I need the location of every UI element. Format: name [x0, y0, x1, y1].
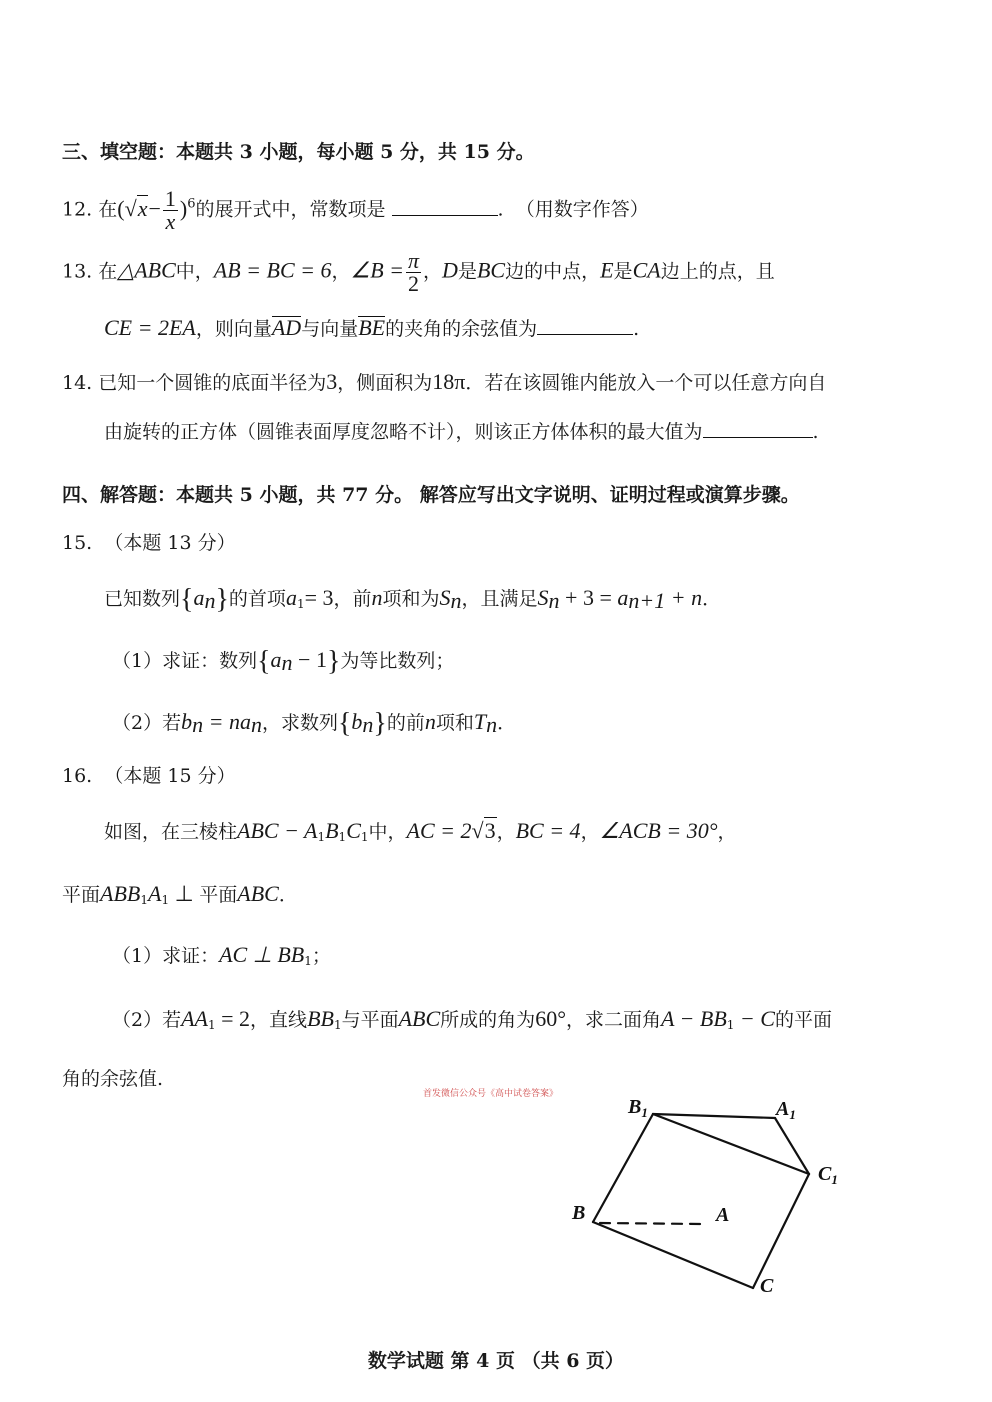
- watermark: 首发微信公众号《高中试卷答案》: [423, 1089, 559, 1099]
- question-14: 14. 已知一个圆锥的底面半径为3，侧面积为18π．若在该圆锥内能放入一个可以任意方向自: [62, 369, 827, 394]
- label-B1: $B_1$: [628, 1096, 648, 1120]
- edge-B-A-hidden: [600, 1223, 702, 1224]
- question-16-stem: 如图，在三棱柱ABC − $A_1B_1C_1$中，AC = 2√3，BC = 4，∠ACB = 30°，: [104, 818, 737, 844]
- question-number: 12.: [62, 198, 93, 221]
- label-A1: $A_1$: [776, 1098, 796, 1122]
- label-A: A: [716, 1204, 730, 1226]
- edge-B1-A1: [653, 1114, 775, 1118]
- edge-A1-C1: [775, 1118, 809, 1174]
- question-13-line-2: CE = 2EA，则向量AD与向量BE的夹角的余弦值为 .: [104, 315, 640, 340]
- question-16-header: 16. （本题 15 分）: [62, 765, 236, 787]
- answer-blank: [537, 333, 633, 335]
- answer-blank: [703, 436, 813, 438]
- edge-C1-C: [753, 1174, 809, 1288]
- question-number: 15.: [62, 532, 93, 554]
- edge-B1-B: [593, 1114, 653, 1222]
- question-14-line-2: 由旋转的正方体（圆锥表面厚度忽略不计），则该正方体体积的最大值为 .: [104, 421, 819, 443]
- question-16-stem-line-2: 平面$ABB_1A_1$ ⊥ 平面ABC．: [62, 881, 298, 907]
- question-13: 13. 在△ABC中，AB = BC = 6，∠B = $\frac{\pi}{2}$ ，D是BC边的中点，E是CA边上的点，且: [62, 248, 775, 296]
- question-15-stem: 已知数列$\{a_n\}$的首项$a_1= 3$，前n项和为$S_n$，且满足$S_n + 3 = a_{n+1} + n$．: [104, 584, 722, 615]
- question-15-part-2: （2）若$b_n = na_n$，求数列$\{b_n\}$的前n项和$T_n$．: [112, 708, 517, 739]
- edge-B1-C1: [653, 1114, 809, 1174]
- question-15-part-1: （1）求证：数列$\{a_n - 1\}$为等比数列；: [112, 646, 455, 677]
- label-C: C: [760, 1275, 774, 1297]
- answer-blank: [392, 214, 498, 216]
- prism-figure: [560, 1085, 860, 1310]
- question-16-part-1: （1）求证：AC ⊥ $BB_1$；: [112, 942, 331, 968]
- label-B: B: [572, 1202, 586, 1224]
- label-C1: $C_1$: [818, 1163, 838, 1187]
- edge-B-C: [593, 1222, 753, 1288]
- section-3-heading: 三、填空题：本题共 3 小题，每小题 5 分，共 15 分。: [62, 141, 535, 163]
- section-4-heading: 四、解答题：本题共 5 小题，共 77 分。 解答应写出文字说明、证明过程或演算步骤。: [62, 484, 800, 506]
- question-number: 14.: [62, 372, 93, 394]
- question-16-part-2: （2）若$AA_1 = 2$，直线$BB_1$与平面ABC所成的角为60°，求二面角$A - BB_1 - C$的平面: [112, 1006, 832, 1032]
- question-15-header: 15. （本题 13 分）: [62, 532, 236, 554]
- question-16-part-2-line-2: 角的余弦值.: [62, 1068, 164, 1090]
- question-12: 12. 在(√x− $\frac{1}{x}$ )$^6$的展开式中，常数项是 . （用数字作答）: [62, 186, 649, 234]
- page-footer: 数学试题 第 4 页 （共 6 页）: [367, 1350, 625, 1372]
- question-number: 13.: [62, 260, 93, 283]
- question-number: 16.: [62, 765, 93, 787]
